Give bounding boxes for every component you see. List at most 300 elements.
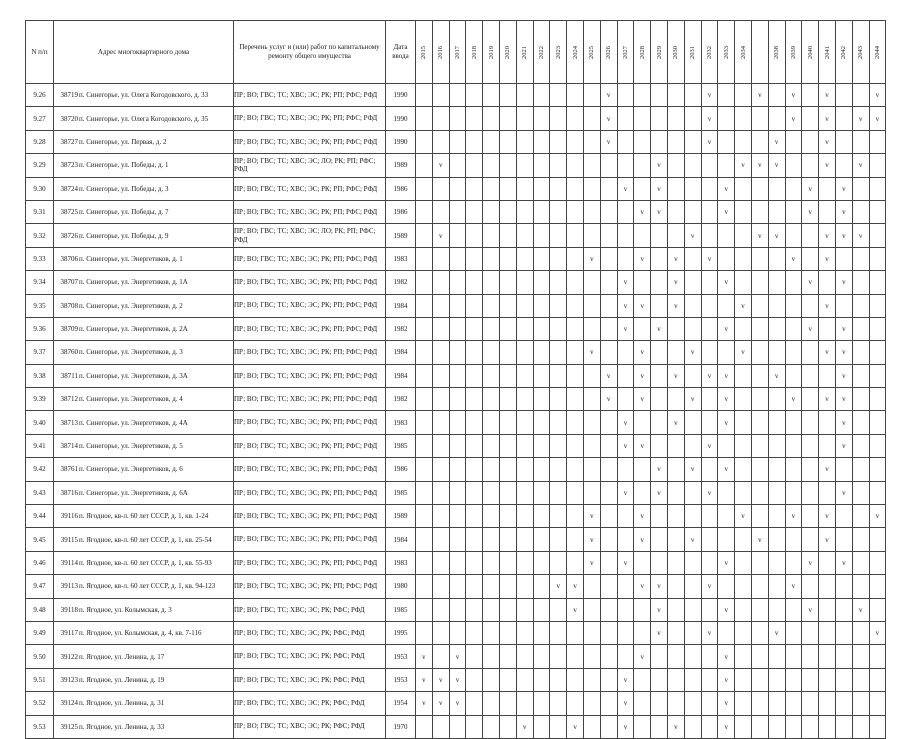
empty-year-cell bbox=[567, 621, 584, 644]
check-mark-cell: v bbox=[701, 84, 718, 107]
empty-year-cell bbox=[785, 715, 802, 738]
row-services: ПР; ВО; ГВС; ТС; ХВС; ЭС; РК; РП; РФС; РФД bbox=[234, 341, 386, 364]
empty-year-cell bbox=[684, 481, 701, 504]
empty-year-cell bbox=[701, 551, 718, 574]
check-mark-cell: v bbox=[667, 271, 684, 294]
building-code: 39117 bbox=[60, 629, 78, 638]
check-mark-cell: v bbox=[634, 200, 651, 223]
empty-year-cell bbox=[516, 411, 533, 434]
check-mark-cell: v bbox=[667, 411, 684, 434]
row-address-cell bbox=[54, 621, 234, 644]
header-year: 2017 bbox=[449, 21, 466, 84]
empty-year-cell bbox=[499, 621, 516, 644]
empty-year-cell bbox=[466, 107, 483, 130]
empty-year-cell bbox=[819, 434, 836, 457]
check-mark-cell: v bbox=[835, 481, 852, 504]
check-mark-cell: v bbox=[751, 528, 768, 551]
check-mark-cell: v bbox=[869, 621, 886, 644]
empty-year-cell bbox=[567, 388, 584, 411]
empty-year-cell bbox=[869, 224, 886, 247]
empty-year-cell bbox=[785, 434, 802, 457]
check-mark-cell: v bbox=[819, 528, 836, 551]
check-mark-cell: v bbox=[819, 130, 836, 153]
empty-year-cell bbox=[735, 271, 752, 294]
empty-year-cell bbox=[550, 598, 567, 621]
empty-year-cell bbox=[483, 154, 500, 177]
empty-year-cell bbox=[667, 598, 684, 621]
empty-year-cell bbox=[819, 411, 836, 434]
empty-year-cell bbox=[416, 130, 433, 153]
check-mark-cell: v bbox=[416, 692, 433, 715]
check-mark-cell: v bbox=[634, 575, 651, 598]
check-mark-cell: v bbox=[718, 715, 735, 738]
table-header-row bbox=[26, 21, 903, 84]
empty-year-cell bbox=[768, 107, 785, 130]
empty-year-cell bbox=[466, 668, 483, 691]
empty-year-cell bbox=[583, 668, 600, 691]
empty-year-cell bbox=[499, 200, 516, 223]
empty-year-cell bbox=[617, 84, 634, 107]
empty-year-cell bbox=[550, 107, 567, 130]
empty-year-cell bbox=[483, 200, 500, 223]
empty-year-cell bbox=[550, 84, 567, 107]
check-mark-cell: v bbox=[684, 458, 701, 481]
row-number: 9.42 bbox=[26, 458, 54, 481]
header-year: 2027 bbox=[617, 21, 634, 84]
check-mark-cell: v bbox=[819, 247, 836, 270]
empty-year-cell bbox=[499, 434, 516, 457]
empty-year-cell bbox=[416, 84, 433, 107]
check-mark-cell: v bbox=[718, 200, 735, 223]
row-number: 9.35 bbox=[26, 294, 54, 317]
empty-year-cell bbox=[483, 411, 500, 434]
table-row bbox=[26, 247, 903, 270]
check-mark-cell: v bbox=[567, 575, 584, 598]
check-mark-cell: v bbox=[785, 84, 802, 107]
empty-year-cell bbox=[432, 271, 449, 294]
check-mark-cell: v bbox=[634, 364, 651, 387]
check-mark-cell: v bbox=[634, 388, 651, 411]
check-mark-cell: v bbox=[802, 177, 819, 200]
empty-year-cell bbox=[634, 481, 651, 504]
empty-year-cell bbox=[802, 84, 819, 107]
empty-year-cell bbox=[550, 388, 567, 411]
row-year-built: 1986 bbox=[386, 200, 416, 223]
empty-year-cell bbox=[600, 317, 617, 340]
empty-year-cell bbox=[466, 247, 483, 270]
empty-year-cell bbox=[516, 645, 533, 668]
empty-year-cell bbox=[802, 458, 819, 481]
empty-year-cell bbox=[634, 551, 651, 574]
empty-year-cell bbox=[533, 177, 550, 200]
empty-year-cell bbox=[701, 177, 718, 200]
empty-year-cell bbox=[533, 294, 550, 317]
check-mark-cell: v bbox=[701, 364, 718, 387]
empty-year-cell bbox=[667, 551, 684, 574]
row-number: 9.28 bbox=[26, 130, 54, 153]
empty-year-cell bbox=[567, 200, 584, 223]
empty-year-cell bbox=[684, 294, 701, 317]
empty-year-cell bbox=[634, 715, 651, 738]
empty-year-cell bbox=[449, 388, 466, 411]
empty-year-cell bbox=[869, 364, 886, 387]
row-services: ПР; ВО; ГВС; ТС; ХВС; ЭС; РК; РП; РФС; РФД bbox=[234, 130, 386, 153]
empty-year-cell bbox=[768, 294, 785, 317]
empty-year-cell bbox=[416, 317, 433, 340]
check-mark-cell: v bbox=[600, 130, 617, 153]
empty-year-cell bbox=[483, 575, 500, 598]
empty-year-cell bbox=[416, 177, 433, 200]
empty-year-cell bbox=[567, 177, 584, 200]
check-mark-cell: v bbox=[835, 200, 852, 223]
empty-year-cell bbox=[600, 481, 617, 504]
empty-year-cell bbox=[768, 317, 785, 340]
building-code: 38719 bbox=[60, 91, 78, 100]
row-services: ПР; ВО; ГВС; ТС; ХВС; ЭС; РК; РФС; РФД bbox=[234, 715, 386, 738]
row-year-built: 1984 bbox=[386, 528, 416, 551]
empty-year-cell bbox=[533, 458, 550, 481]
building-code: 38760 bbox=[60, 348, 78, 357]
table-row bbox=[26, 481, 903, 504]
building-code: 39124 bbox=[60, 699, 78, 708]
empty-year-cell bbox=[751, 271, 768, 294]
empty-year-cell bbox=[617, 341, 634, 364]
empty-year-cell bbox=[651, 505, 668, 528]
empty-year-cell bbox=[432, 200, 449, 223]
empty-year-cell bbox=[718, 107, 735, 130]
check-mark-cell: v bbox=[869, 84, 886, 107]
empty-year-cell bbox=[449, 598, 466, 621]
empty-year-cell bbox=[768, 692, 785, 715]
empty-year-cell bbox=[785, 364, 802, 387]
empty-year-cell bbox=[869, 341, 886, 364]
empty-year-cell bbox=[617, 621, 634, 644]
empty-year-cell bbox=[835, 528, 852, 551]
empty-year-cell bbox=[466, 177, 483, 200]
empty-year-cell bbox=[835, 575, 852, 598]
check-mark-cell: v bbox=[634, 247, 651, 270]
empty-year-cell bbox=[651, 224, 668, 247]
empty-year-cell bbox=[567, 434, 584, 457]
empty-year-cell bbox=[416, 505, 433, 528]
row-services: ПР; ВО; ГВС; ТС; ХВС; ЭС; РК; РФС; РФД bbox=[234, 621, 386, 644]
empty-year-cell bbox=[835, 668, 852, 691]
check-mark-cell: v bbox=[819, 505, 836, 528]
empty-year-cell bbox=[583, 621, 600, 644]
empty-year-cell bbox=[483, 528, 500, 551]
empty-year-cell bbox=[819, 317, 836, 340]
building-code: 38723 bbox=[60, 161, 78, 170]
empty-year-cell bbox=[852, 458, 869, 481]
header-year: 2019 bbox=[483, 21, 500, 84]
empty-year-cell bbox=[449, 177, 466, 200]
empty-year-cell bbox=[718, 224, 735, 247]
empty-year-cell bbox=[802, 645, 819, 668]
empty-year-cell bbox=[751, 458, 768, 481]
empty-year-cell bbox=[768, 200, 785, 223]
building-code: 38761 bbox=[60, 465, 78, 474]
empty-year-cell bbox=[701, 528, 718, 551]
row-number: 9.51 bbox=[26, 668, 54, 691]
empty-year-cell bbox=[735, 692, 752, 715]
empty-year-cell bbox=[835, 294, 852, 317]
check-mark-cell: v bbox=[718, 598, 735, 621]
check-mark-cell: v bbox=[785, 107, 802, 130]
row-number: 9.43 bbox=[26, 481, 54, 504]
empty-year-cell bbox=[550, 154, 567, 177]
building-code: 38724 bbox=[60, 184, 78, 193]
empty-year-cell bbox=[785, 317, 802, 340]
check-mark-cell: v bbox=[600, 388, 617, 411]
check-mark-cell: v bbox=[667, 364, 684, 387]
check-mark-cell: v bbox=[416, 645, 433, 668]
empty-year-cell bbox=[533, 621, 550, 644]
row-address-cell bbox=[54, 551, 234, 574]
empty-year-cell bbox=[835, 692, 852, 715]
empty-year-cell bbox=[651, 107, 668, 130]
empty-year-cell bbox=[499, 551, 516, 574]
empty-year-cell bbox=[483, 107, 500, 130]
check-mark-cell: v bbox=[735, 294, 752, 317]
empty-year-cell bbox=[651, 364, 668, 387]
empty-year-cell bbox=[533, 645, 550, 668]
empty-year-cell bbox=[583, 224, 600, 247]
header-year: 2044 bbox=[869, 21, 886, 84]
empty-year-cell bbox=[416, 434, 433, 457]
header-year: 2018 bbox=[466, 21, 483, 84]
empty-year-cell bbox=[583, 130, 600, 153]
empty-year-cell bbox=[550, 434, 567, 457]
row-number: 9.26 bbox=[26, 84, 54, 107]
header-year: 2040 bbox=[802, 21, 819, 84]
building-code: 38714 bbox=[60, 442, 78, 451]
header-year: 2039 bbox=[785, 21, 802, 84]
check-mark-cell: v bbox=[651, 317, 668, 340]
row-year-built: 1983 bbox=[386, 247, 416, 270]
header-year: 2021 bbox=[516, 21, 533, 84]
empty-year-cell bbox=[466, 481, 483, 504]
empty-year-cell bbox=[533, 598, 550, 621]
empty-year-cell bbox=[617, 247, 634, 270]
empty-year-cell bbox=[533, 84, 550, 107]
empty-year-cell bbox=[617, 645, 634, 668]
empty-year-cell bbox=[449, 107, 466, 130]
check-mark-cell: v bbox=[617, 294, 634, 317]
check-mark-cell: v bbox=[718, 271, 735, 294]
empty-year-cell bbox=[516, 130, 533, 153]
empty-year-cell bbox=[483, 645, 500, 668]
check-mark-cell: v bbox=[835, 388, 852, 411]
empty-year-cell bbox=[651, 84, 668, 107]
empty-year-cell bbox=[583, 411, 600, 434]
empty-year-cell bbox=[768, 715, 785, 738]
check-mark-cell: v bbox=[651, 598, 668, 621]
empty-year-cell bbox=[483, 364, 500, 387]
table-row bbox=[26, 434, 903, 457]
empty-year-cell bbox=[634, 130, 651, 153]
empty-year-cell bbox=[567, 505, 584, 528]
empty-year-cell bbox=[701, 294, 718, 317]
empty-year-cell bbox=[768, 341, 785, 364]
empty-year-cell bbox=[634, 177, 651, 200]
empty-year-cell bbox=[751, 294, 768, 317]
empty-year-cell bbox=[869, 294, 886, 317]
empty-year-cell bbox=[651, 247, 668, 270]
empty-year-cell bbox=[416, 481, 433, 504]
check-mark-cell: v bbox=[600, 107, 617, 130]
empty-year-cell bbox=[751, 247, 768, 270]
empty-year-cell bbox=[600, 200, 617, 223]
empty-year-cell bbox=[735, 481, 752, 504]
header-year: 2032 bbox=[701, 21, 718, 84]
row-services: ПР; ВО; ГВС; ТС; ХВС; ЭС; РК; РП; РФС; РФД bbox=[234, 551, 386, 574]
empty-year-cell bbox=[735, 224, 752, 247]
empty-year-cell bbox=[768, 84, 785, 107]
empty-year-cell bbox=[516, 598, 533, 621]
empty-year-cell bbox=[667, 107, 684, 130]
empty-year-cell bbox=[684, 84, 701, 107]
empty-year-cell bbox=[483, 458, 500, 481]
check-mark-cell: v bbox=[835, 341, 852, 364]
empty-year-cell bbox=[651, 528, 668, 551]
empty-year-cell bbox=[432, 317, 449, 340]
empty-year-cell bbox=[466, 528, 483, 551]
empty-year-cell bbox=[869, 481, 886, 504]
empty-year-cell bbox=[533, 154, 550, 177]
empty-year-cell bbox=[768, 458, 785, 481]
building-address: п. Ягодное, кв-л. 60 лет СССР, д. 1, кв. 25-54 bbox=[79, 535, 212, 544]
empty-year-cell bbox=[466, 645, 483, 668]
check-mark-cell: v bbox=[735, 341, 752, 364]
check-mark-cell: v bbox=[583, 505, 600, 528]
row-number: 9.27 bbox=[26, 107, 54, 130]
empty-year-cell bbox=[819, 692, 836, 715]
building-code: 38709 bbox=[60, 325, 78, 334]
empty-year-cell bbox=[684, 505, 701, 528]
check-mark-cell: v bbox=[550, 575, 567, 598]
empty-year-cell bbox=[466, 692, 483, 715]
empty-year-cell bbox=[785, 154, 802, 177]
check-mark-cell: v bbox=[718, 645, 735, 668]
empty-year-cell bbox=[416, 575, 433, 598]
empty-year-cell bbox=[785, 692, 802, 715]
empty-year-cell bbox=[684, 575, 701, 598]
building-address: п. Синегорье, ул. Первая, д. 2 bbox=[79, 137, 167, 146]
empty-year-cell bbox=[533, 200, 550, 223]
row-address-cell bbox=[54, 107, 234, 130]
empty-year-cell bbox=[567, 341, 584, 364]
empty-year-cell bbox=[852, 200, 869, 223]
empty-year-cell bbox=[516, 341, 533, 364]
empty-year-cell bbox=[416, 411, 433, 434]
empty-year-cell bbox=[718, 575, 735, 598]
empty-year-cell bbox=[567, 154, 584, 177]
check-mark-cell: v bbox=[852, 224, 869, 247]
empty-year-cell bbox=[516, 575, 533, 598]
empty-year-cell bbox=[869, 645, 886, 668]
empty-year-cell bbox=[483, 177, 500, 200]
empty-year-cell bbox=[768, 411, 785, 434]
empty-year-cell bbox=[667, 177, 684, 200]
empty-year-cell bbox=[499, 271, 516, 294]
check-mark-cell: v bbox=[718, 668, 735, 691]
table-row bbox=[26, 84, 903, 107]
building-code: 39113 bbox=[60, 582, 78, 591]
empty-year-cell bbox=[516, 154, 533, 177]
empty-year-cell bbox=[416, 154, 433, 177]
table-row bbox=[26, 341, 903, 364]
check-mark-cell: v bbox=[768, 130, 785, 153]
empty-year-cell bbox=[684, 317, 701, 340]
empty-year-cell bbox=[483, 551, 500, 574]
check-mark-cell: v bbox=[432, 224, 449, 247]
empty-year-cell bbox=[550, 364, 567, 387]
empty-year-cell bbox=[835, 154, 852, 177]
empty-year-cell bbox=[701, 715, 718, 738]
empty-year-cell bbox=[483, 505, 500, 528]
empty-year-cell bbox=[667, 668, 684, 691]
empty-year-cell bbox=[684, 668, 701, 691]
empty-year-cell bbox=[449, 715, 466, 738]
empty-year-cell bbox=[550, 528, 567, 551]
row-address-cell bbox=[54, 434, 234, 457]
empty-year-cell bbox=[550, 505, 567, 528]
empty-year-cell bbox=[751, 715, 768, 738]
empty-year-cell bbox=[718, 154, 735, 177]
empty-year-cell bbox=[869, 200, 886, 223]
building-address: п. Синегорье, ул. Победы, д. 1 bbox=[79, 161, 169, 170]
building-address: п. Синегорье, ул. Энергетиков, д. 1 bbox=[79, 254, 183, 263]
building-address: п. Ягодное, ул. Колымская, д. 3 bbox=[79, 605, 172, 614]
empty-year-cell bbox=[600, 645, 617, 668]
empty-year-cell bbox=[416, 224, 433, 247]
row-address-cell bbox=[54, 154, 234, 177]
check-mark-cell: v bbox=[617, 177, 634, 200]
row-year-built: 1989 bbox=[386, 224, 416, 247]
empty-year-cell bbox=[600, 551, 617, 574]
empty-year-cell bbox=[701, 505, 718, 528]
row-address-cell bbox=[54, 715, 234, 738]
empty-year-cell bbox=[583, 271, 600, 294]
empty-year-cell bbox=[533, 575, 550, 598]
check-mark-cell: v bbox=[617, 317, 634, 340]
empty-year-cell bbox=[869, 411, 886, 434]
empty-year-cell bbox=[617, 528, 634, 551]
empty-year-cell bbox=[432, 458, 449, 481]
empty-year-cell bbox=[852, 341, 869, 364]
empty-year-cell bbox=[684, 154, 701, 177]
check-mark-cell: v bbox=[583, 247, 600, 270]
empty-year-cell bbox=[416, 388, 433, 411]
check-mark-cell: v bbox=[449, 645, 466, 668]
empty-year-cell bbox=[802, 364, 819, 387]
empty-year-cell bbox=[667, 621, 684, 644]
check-mark-cell: v bbox=[701, 481, 718, 504]
building-code: 39115 bbox=[60, 535, 78, 544]
empty-year-cell bbox=[735, 200, 752, 223]
empty-year-cell bbox=[499, 575, 516, 598]
empty-year-cell bbox=[550, 341, 567, 364]
empty-year-cell bbox=[432, 481, 449, 504]
building-address: п. Синегорье, ул. Энергетиков, д. 2А bbox=[79, 325, 188, 334]
check-mark-cell: v bbox=[869, 107, 886, 130]
empty-year-cell bbox=[466, 388, 483, 411]
empty-year-cell bbox=[735, 551, 752, 574]
empty-year-cell bbox=[583, 645, 600, 668]
row-services: ПР; ВО; ГВС; ТС; ХВС; ЭС; РК; РП; РФС; РФД bbox=[234, 458, 386, 481]
empty-year-cell bbox=[852, 668, 869, 691]
row-address-cell bbox=[54, 247, 234, 270]
